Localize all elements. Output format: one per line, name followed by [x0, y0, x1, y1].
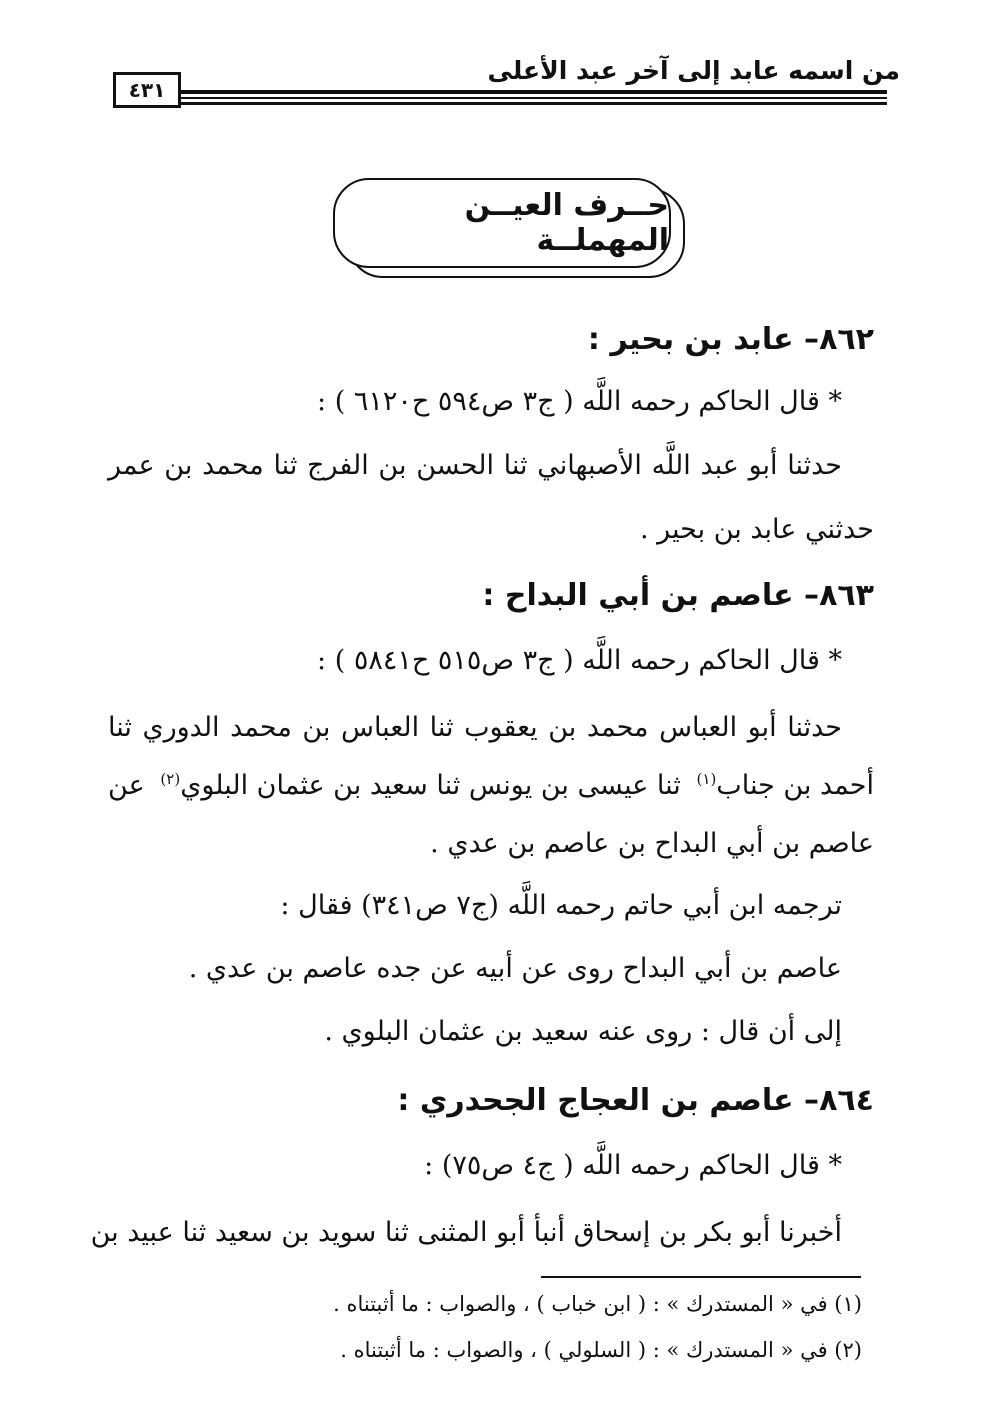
chapter-frame	[333, 178, 671, 268]
entry-text-line: إلى أن قال : روى عنه سعيد بن عثمان البلوي .	[324, 1016, 842, 1047]
footnote-marker: (٢)	[160, 770, 181, 788]
entry-text-line: حدثني عابد بن بحير .	[639, 514, 874, 545]
entry-text-line: ترجمه ابن أبي حاتم رحمه اللَّه (ج٧ ص٣٤١) فقال :	[280, 890, 842, 921]
line-segment-start: أحمد بن جناب$^{(١)}$	[696, 770, 874, 801]
entry-text-line: حدثنا أبو العباس محمد بن يعقوب ثنا العباس بن محمد الدوري ثنا	[108, 712, 842, 743]
entry-text-line: عاصم بن أبي البداح بن عاصم بن عدي .	[430, 828, 874, 859]
page-number: ٤٣١	[128, 78, 166, 102]
entry-source-863: * قال الحاكم رحمه اللَّه ( ج٣ ص٥١٥ ح٥٨٤١ ) :	[317, 645, 842, 676]
header-rule-bottom	[181, 102, 887, 105]
chapter-title: حــرف العيــن المهملــة	[464, 188, 669, 258]
entry-heading-864: ٨٦٤– عاصم بن العجاج الجحدري :	[397, 1083, 874, 1118]
entry-heading-863: ٨٦٣– عاصم بن أبي البداح :	[482, 578, 874, 613]
entry-text-line: حدثنا أبو عبد اللَّه الأصبهاني ثنا الحسن بن الفرج ثنا محمد بن عمر	[108, 450, 842, 481]
entry-source-864: * قال الحاكم رحمه اللَّه ( ج٤ ص٧٥) :	[424, 1150, 842, 1181]
footnote: (٢) في « المستدرك » : ( السلولي ) ، والصواب : ما أثبتناه .	[340, 1338, 862, 1362]
entry-text-line: أخبرنا أبو بكر بن إسحاق أنبأ أبو المثنى ثنا سويد بن سعيد ثنا عبيد بن	[90, 1217, 842, 1248]
entry-text-line-with-footnotes	[108, 770, 874, 802]
entry-heading-862: ٨٦٢– عابد بن بحير :	[587, 322, 874, 357]
header-rule-thin	[181, 97, 887, 99]
footnote: (١) في « المستدرك » : ( ابن خباب ) ، والصواب : ما أثبتناه .	[333, 1292, 862, 1316]
running-header-title: من اسمه عابد إلى آخر عبد الأعلى	[487, 56, 900, 85]
footnote-separator	[541, 1276, 861, 1278]
footnote-marker: (١)	[696, 770, 717, 788]
entry-source-862: * قال الحاكم رحمه اللَّه ( ج٣ ص٥٩٤ ح٦١٢٠ ) :	[317, 386, 842, 417]
header-rule-thick	[181, 90, 887, 94]
page-number-box	[113, 72, 181, 108]
entry-text-line: عاصم بن أبي البداح روى عن أبيه عن جده عاصم بن عدي .	[188, 953, 842, 984]
line-segment-middle: ثنا عيسى بن يونس ثنا سعيد بن عثمان البلوي$^{(٢)}$	[160, 770, 681, 801]
line-segment-end: عن	[108, 770, 145, 801]
